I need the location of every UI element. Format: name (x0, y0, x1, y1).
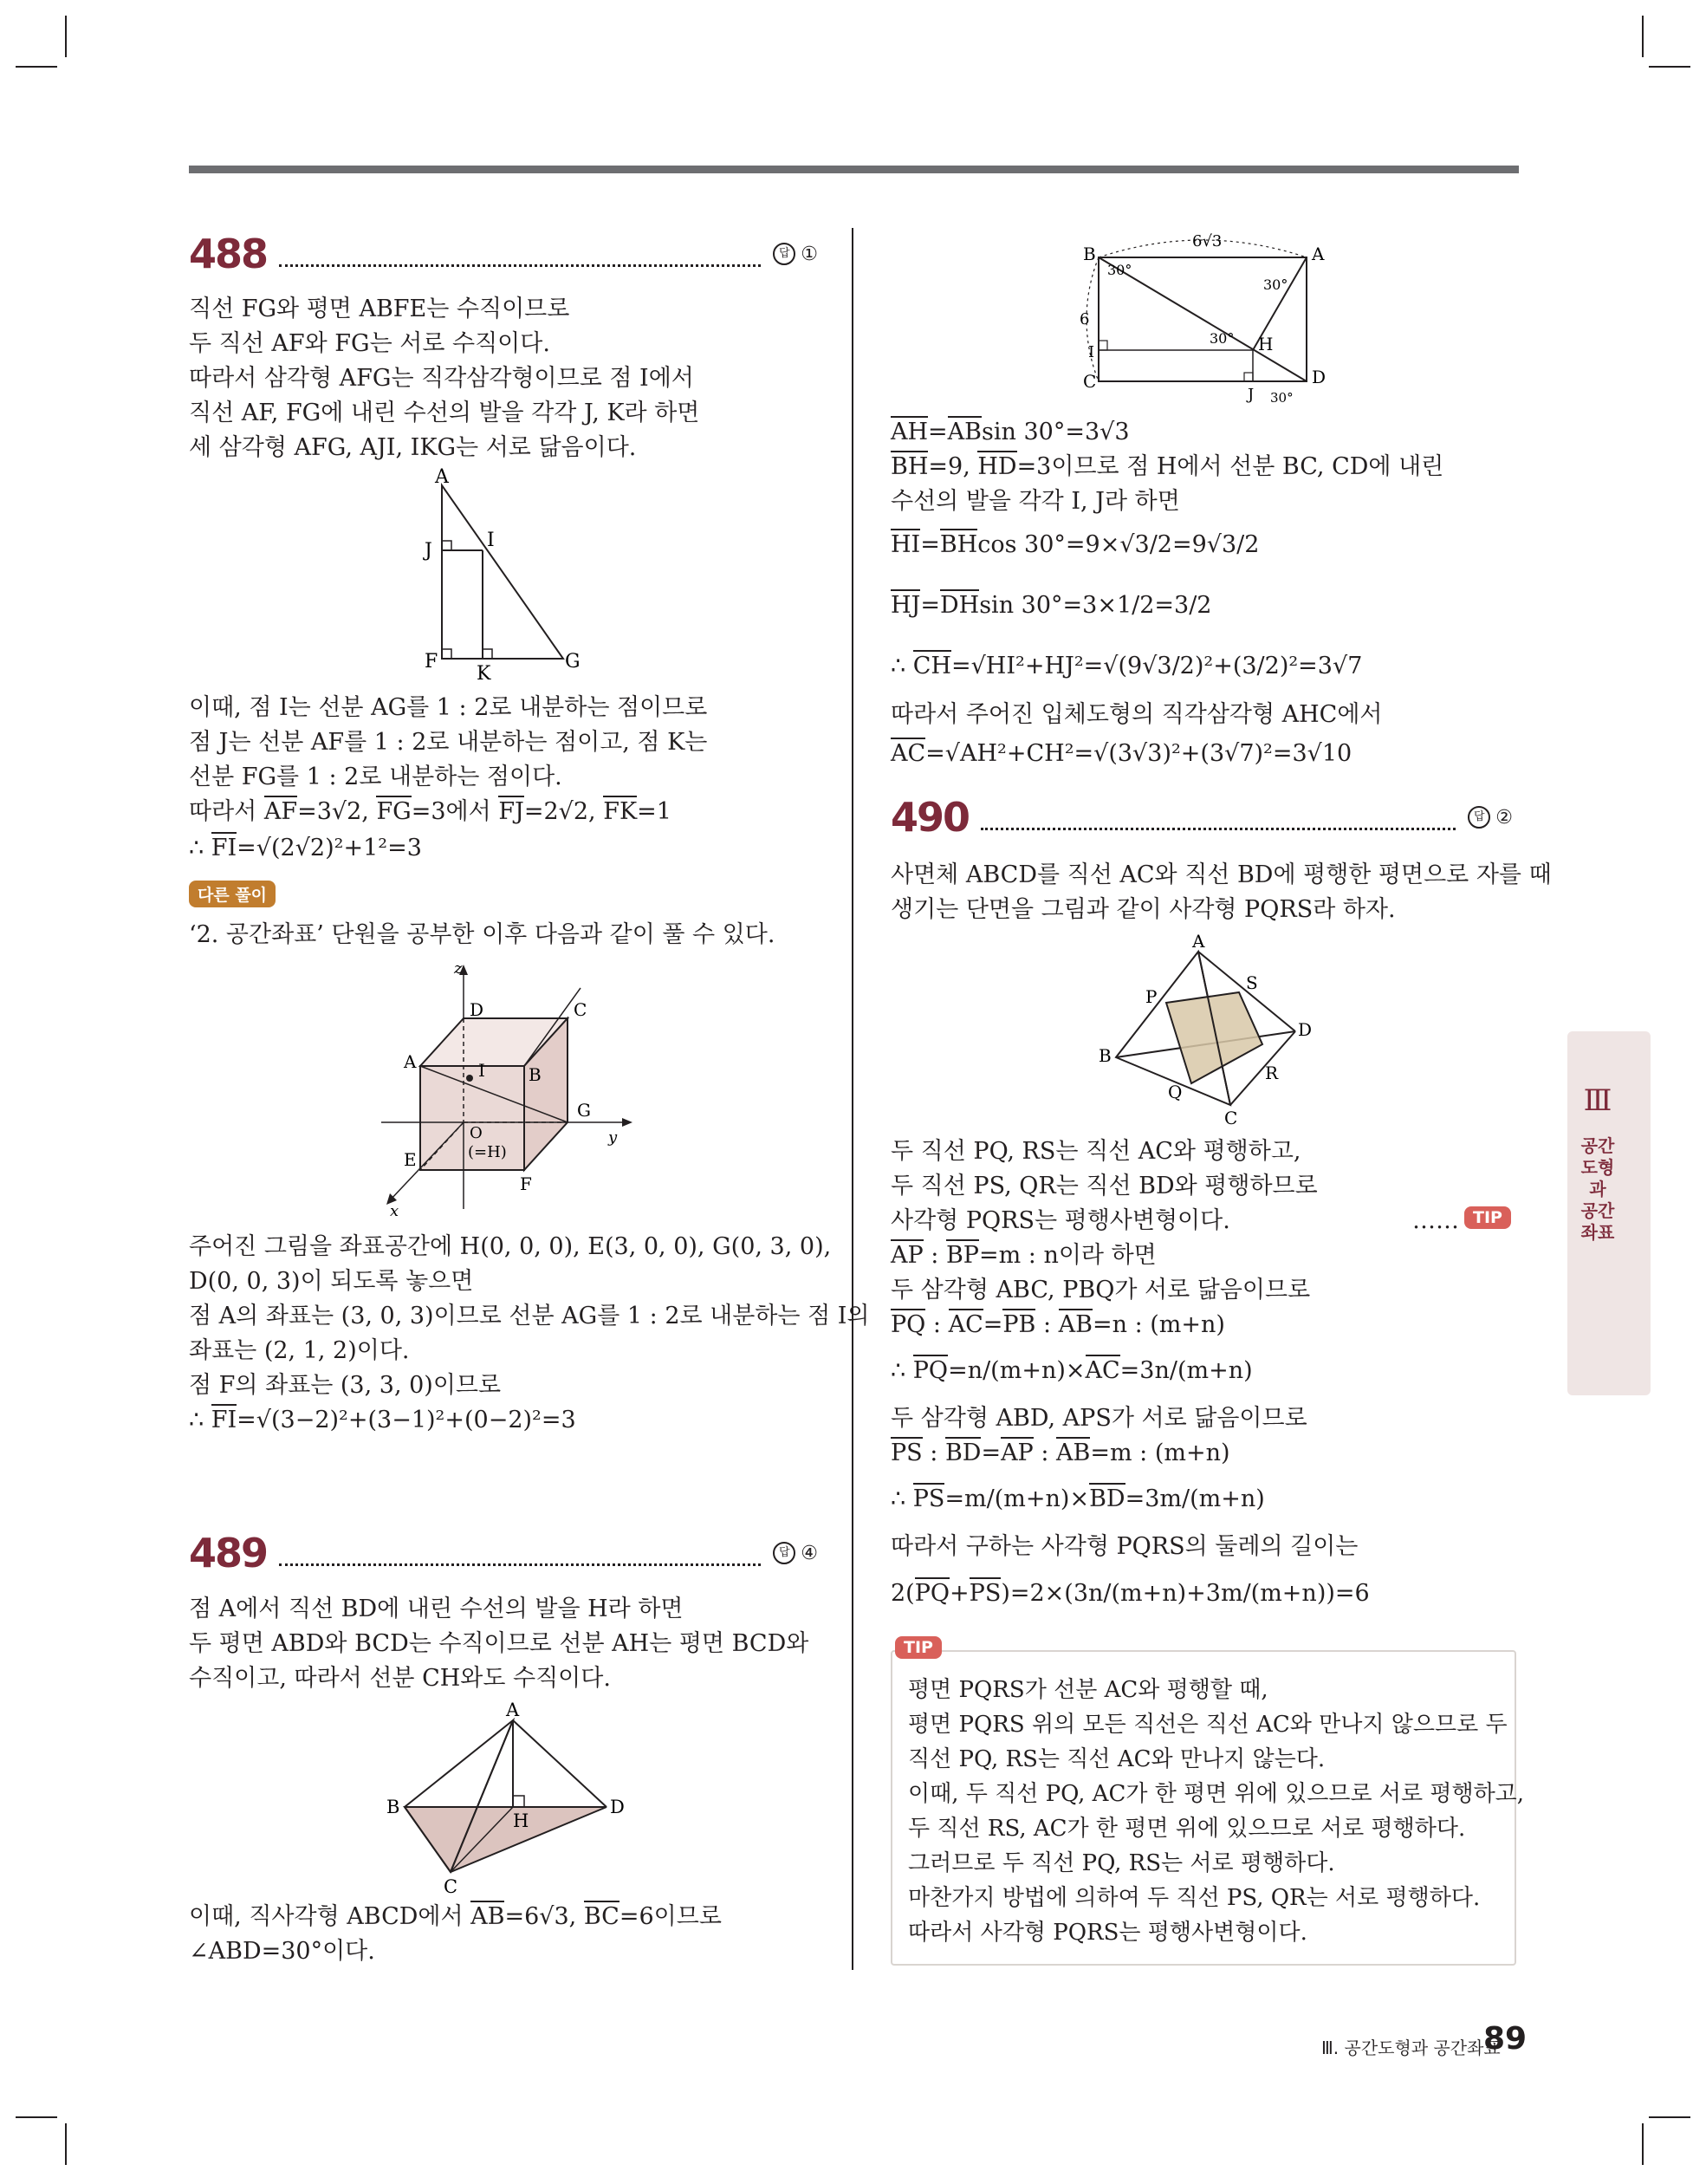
alt-solution-tag: 다른 풀이 (189, 881, 276, 907)
text-line: 직선 FG와 평면 ABFE는 수직이므로 (189, 296, 570, 322)
problem-number: 490 (891, 794, 970, 841)
segment: BH (940, 529, 977, 558)
label-a: A (1312, 244, 1325, 264)
footer-chapter: Ⅲ. 공간도형과 공간좌표 (1321, 2038, 1501, 2058)
angle-label: 30° (1107, 262, 1132, 278)
text-line (891, 1310, 1225, 1340)
text-line (891, 1579, 1370, 1609)
text-line: 두 삼각형 ABD, APS가 서로 닮음이므로 (891, 1405, 1307, 1432)
problem-number: 489 (189, 1530, 268, 1576)
answer-mark-icon: 답 (773, 1542, 795, 1564)
leader-dots (279, 1541, 761, 1566)
tip-tag: TIP (895, 1636, 942, 1659)
text-line: ∠ABD=30°이다. (189, 1938, 375, 1965)
text-line (891, 1356, 1253, 1386)
text-line (189, 1406, 576, 1435)
text-line (189, 834, 422, 863)
label-i: I (478, 1060, 485, 1081)
text: )=2×(3n/(m+n)+3m/(m+n))=6 (1001, 1580, 1370, 1607)
segment: HD (977, 451, 1016, 480)
segment: FI (211, 832, 237, 861)
crop-mark (1649, 2116, 1690, 2118)
label-b: B (1099, 1045, 1112, 1066)
rectangle-abcd-figure (1064, 227, 1350, 409)
label-o: O (470, 1124, 483, 1142)
segment: AB (470, 1901, 504, 1930)
answer-choice: ① (801, 243, 818, 265)
label-c: C (1224, 1108, 1238, 1127)
text: =√(3−2)²+(3−1)²+(0−2)²=3 (237, 1407, 576, 1433)
segment: HJ (891, 589, 920, 619)
segment: FJ (498, 796, 524, 825)
text: 따라서 (189, 798, 264, 825)
problem-number: 488 (189, 231, 268, 277)
segment: AP (891, 1239, 924, 1269)
segment: AP (1001, 1437, 1034, 1466)
text: ∴ (891, 1357, 913, 1384)
segment: PS (970, 1577, 1002, 1607)
answer-choice: ④ (801, 1542, 818, 1564)
crop-mark (1642, 16, 1644, 57)
tip-line: 평면 PQRS가 선분 AC와 평행할 때, (908, 1677, 1268, 1703)
segment: AB (1056, 1437, 1090, 1466)
segment: FG (376, 796, 411, 825)
text: ∴ (189, 835, 211, 861)
segment: AB (1059, 1309, 1093, 1338)
text: =√(2√2)²+1²=3 (237, 835, 422, 861)
segment: FI (211, 1404, 237, 1433)
label-b: B (529, 1064, 542, 1085)
label-f: F (520, 1173, 532, 1194)
chapter-label: 공간도형과 공간좌표 (1580, 1135, 1615, 1243)
text-line: 사각형 PQRS는 평행사변형이다. (891, 1207, 1230, 1234)
text: =m : (m+n) (1090, 1440, 1230, 1466)
segment: AC (1086, 1355, 1120, 1384)
pyramid-figure (381, 1699, 632, 1898)
text-line (891, 1241, 1157, 1271)
text: =9, (928, 453, 978, 480)
crop-mark (16, 2116, 57, 2118)
segment: FK (603, 796, 637, 825)
tip-line: 그러므로 두 직선 PQ, RS는 서로 평행하다. (908, 1850, 1335, 1876)
answer (773, 1542, 818, 1564)
text: =m/(m+n)× (944, 1485, 1090, 1512)
problem-490-header (891, 793, 1513, 842)
tip-reference-tag: TIP (1464, 1206, 1511, 1229)
text: ∴ (891, 1485, 913, 1512)
text: = (983, 1311, 1003, 1338)
text-line (891, 652, 1362, 681)
answer (773, 243, 818, 265)
text: =2√2, (523, 798, 604, 825)
text: : (925, 1311, 949, 1338)
label-h: H (513, 1810, 529, 1831)
text-line (891, 418, 1130, 447)
segment: PQ (891, 1309, 925, 1338)
label-d: D (1298, 1019, 1313, 1040)
text-line: 두 삼각형 ABC, PBQ가 서로 닮음이므로 (891, 1277, 1311, 1303)
text-line: 두 평면 ABD와 BCD는 수직이므로 선분 AH는 평면 BCD와 (189, 1630, 809, 1657)
text-line (891, 1485, 1265, 1514)
text-line: 이때, 점 I는 선분 AG를 1 : 2로 내분하는 점이므로 (189, 694, 708, 721)
text-line: 세 삼각형 AFG, AJI, IKG는 서로 닮음이다. (189, 434, 637, 461)
text-line: 수선의 발을 각각 I, J라 하면 (891, 488, 1180, 515)
angle-label: 30° (1263, 276, 1288, 293)
segment: PS (891, 1437, 923, 1466)
text: =m : n이라 하면 (978, 1242, 1157, 1269)
label-j: J (425, 540, 432, 562)
label-e: E (404, 1149, 417, 1170)
text: =6√3, (504, 1903, 584, 1930)
text: : (1033, 1440, 1056, 1466)
crop-mark (65, 2123, 67, 2165)
label-r: R (1265, 1063, 1279, 1083)
segment: HI (891, 529, 920, 558)
answer-choice: ② (1495, 806, 1513, 829)
text: 2( (891, 1580, 915, 1607)
text: = (920, 531, 940, 558)
text: =3√2, (297, 798, 377, 825)
label-d: D (610, 1797, 625, 1817)
segment: DH (940, 589, 979, 619)
label-c: C (1083, 371, 1097, 392)
text: =√AH²+CH²=√(3√3)²+(3√7)²=3√10 (925, 740, 1352, 767)
leader-dots: …… (1412, 1207, 1459, 1234)
column-divider (852, 228, 853, 1970)
segment: CH (913, 650, 951, 679)
text-line: 따라서 삼각형 AFG는 직각삼각형이므로 점 I에서 (189, 365, 694, 392)
text: + (950, 1580, 970, 1607)
text-line (891, 452, 1443, 482)
problem-488-header (189, 230, 818, 278)
text: =3n/(m+n) (1119, 1357, 1253, 1384)
text-line: 따라서 구하는 사각형 PQRS의 둘레의 길이는 (891, 1533, 1359, 1560)
segment: PQ (915, 1577, 950, 1607)
text: : (923, 1242, 946, 1269)
text-line: 직선 AF, FG에 내린 수선의 발을 각각 J, K라 하면 (189, 400, 700, 426)
text-line (189, 1902, 722, 1932)
tip-line: 이때, 두 직선 PQ, AC가 한 평면 위에 있으므로 서로 평행하고, (908, 1781, 1525, 1807)
text: ∴ (891, 653, 913, 679)
text-line (891, 1439, 1230, 1468)
cube-coordinate-figure (373, 958, 641, 1218)
label-s: S (1246, 972, 1258, 993)
text-line: 수직이고, 따라서 선분 CH와도 수직이다. (189, 1665, 611, 1692)
text: : (922, 1440, 945, 1466)
text: =3이므로 점 H에서 선분 BC, CD에 내린 (1016, 453, 1444, 480)
text-line (891, 530, 1259, 560)
label-q: Q (1168, 1082, 1183, 1102)
text: =n/(m+n)× (948, 1357, 1086, 1384)
text: 이때, 직사각형 ABCD에서 (189, 1903, 471, 1930)
text: =3에서 (411, 798, 499, 825)
crop-mark (65, 16, 67, 57)
segment: BH (891, 451, 928, 480)
chapter-roman: Ⅲ (1583, 1083, 1612, 1118)
segment: BD (1089, 1483, 1125, 1512)
tip-reference (1412, 1206, 1459, 1236)
label-g: G (565, 651, 581, 673)
header-rule (189, 166, 1519, 173)
triangle-afg-figure (407, 468, 598, 685)
text-line (891, 591, 1211, 621)
label-c: C (574, 999, 587, 1020)
crop-mark (16, 66, 57, 68)
segment: BP (946, 1239, 979, 1269)
label-h: (=H) (468, 1143, 507, 1161)
text-line (189, 797, 671, 827)
text: cos 30°=9×√3/2=9√3/2 (977, 531, 1260, 558)
axis-x: x (390, 1202, 399, 1218)
segment: AB (948, 416, 982, 445)
tip-line: 평면 PQRS 위의 모든 직선은 직선 AC와 만나지 않으므로 두 (908, 1712, 1508, 1738)
text: =3m/(m+n) (1125, 1485, 1265, 1512)
leader-dots (279, 242, 761, 267)
angle-label: 30° (1270, 390, 1294, 406)
label-d: D (1312, 367, 1327, 387)
label-side-length: 6 (1080, 310, 1090, 328)
segment: PB (1002, 1309, 1035, 1338)
axis-y: y (608, 1128, 618, 1147)
text: = (920, 592, 940, 619)
label-g: G (577, 1100, 591, 1121)
text-line: 주어진 그림을 좌표공간에 H(0, 0, 0), E(3, 0, 0), G(0, 3, 0), (189, 1233, 832, 1260)
label-p: P (1145, 986, 1158, 1007)
tip-line: 직선 PQ, RS는 직선 AC와 만나지 않는다. (908, 1746, 1326, 1772)
text: = (928, 419, 948, 445)
label-d: D (470, 999, 484, 1020)
axis-z: z (454, 959, 463, 978)
label-i: I (487, 530, 495, 551)
text: sin 30°=3×1/2=3/2 (979, 592, 1212, 619)
text-line: 생기는 단면을 그림과 같이 사각형 PQRS라 하자. (891, 896, 1396, 923)
label-c: C (444, 1876, 458, 1897)
text-line: 좌표는 (2, 1, 2)이다. (189, 1337, 410, 1364)
segment: BC (584, 1901, 619, 1930)
problem-489-header (189, 1529, 818, 1577)
segment: AF (264, 796, 297, 825)
segment: PS (913, 1483, 945, 1512)
label-a: A (1192, 932, 1205, 952)
segment: BD (945, 1437, 982, 1466)
tip-line: 따라서 사각형 PQRS는 평행사변형이다. (908, 1920, 1307, 1946)
label-b: B (386, 1797, 400, 1817)
answer (1468, 806, 1513, 829)
text-line: ‘2. 공간좌표’ 단원을 공부한 이후 다음과 같이 풀 수 있다. (189, 921, 775, 948)
text-line: 따라서 주어진 입체도형의 직각삼각형 AHC에서 (891, 701, 1383, 728)
label-i: I (1088, 343, 1095, 361)
crop-mark (1649, 66, 1690, 68)
text: ∴ (189, 1407, 211, 1433)
text-line: 점 J는 선분 AF를 1 : 2로 내분하는 점이고, 점 K는 (189, 729, 708, 756)
answer-mark-icon: 답 (773, 243, 795, 265)
text: =6이므로 (619, 1903, 722, 1930)
text-line: 점 A의 좌표는 (3, 0, 3)이므로 선분 AG를 1 : 2로 내분하는 점 I의 (189, 1303, 870, 1329)
label-top-length: 6√3 (1192, 232, 1223, 250)
crop-mark (1642, 2123, 1644, 2165)
label-a: A (506, 1700, 520, 1720)
text: =n : (m+n) (1093, 1311, 1225, 1338)
segment: AC (891, 738, 925, 767)
segment: PQ (913, 1355, 948, 1384)
text-line: D(0, 0, 3)이 되도록 놓으면 (189, 1268, 474, 1295)
label-a: A (435, 468, 449, 488)
angle-label: 30° (1210, 330, 1235, 347)
text: sin 30°=3√3 (982, 419, 1130, 445)
text-line: 선분 FG를 1 : 2로 내분하는 점이다. (189, 764, 562, 790)
text-line: 두 직선 PS, QR는 직선 BD와 평행하므로 (891, 1173, 1318, 1199)
page-number: 89 (1483, 2021, 1528, 2057)
leader-dots (981, 805, 1456, 830)
segment: AH (891, 416, 928, 445)
label-j: J (1248, 386, 1255, 404)
text: : (1035, 1311, 1059, 1338)
tetrahedron-figure (1092, 932, 1326, 1127)
tip-line: 마찬가지 방법에 의하여 두 직선 PS, QR는 서로 평행하다. (908, 1885, 1481, 1911)
label-b: B (1083, 244, 1096, 264)
answer-mark-icon: 답 (1468, 806, 1490, 829)
segment: AC (949, 1309, 983, 1338)
text-line: 두 직선 PQ, RS는 직선 AC와 평행하고, (891, 1138, 1301, 1165)
text-line: 점 A에서 직선 BD에 내린 수선의 발을 H라 하면 (189, 1596, 684, 1622)
text-line: 두 직선 AF와 FG는 서로 수직이다. (189, 330, 550, 357)
label-k: K (477, 663, 491, 685)
tip-line: 두 직선 RS, AC가 한 평면 위에 있으므로 서로 평행하다. (908, 1816, 1466, 1842)
text-line (891, 739, 1352, 769)
text: =1 (637, 798, 671, 825)
text: = (981, 1440, 1002, 1466)
text-line: 사면체 ABCD를 직선 AC와 직선 BD에 평행한 평면으로 자를 때 (891, 861, 1552, 888)
label-h: H (1258, 334, 1274, 354)
label-f: F (425, 651, 438, 673)
text-line: 점 F의 좌표는 (3, 3, 0)이므로 (189, 1372, 502, 1399)
text: =√HI²+HJ²=√(9√3/2)²+(3/2)²=3√7 (950, 653, 1363, 679)
label-a: A (404, 1051, 417, 1072)
